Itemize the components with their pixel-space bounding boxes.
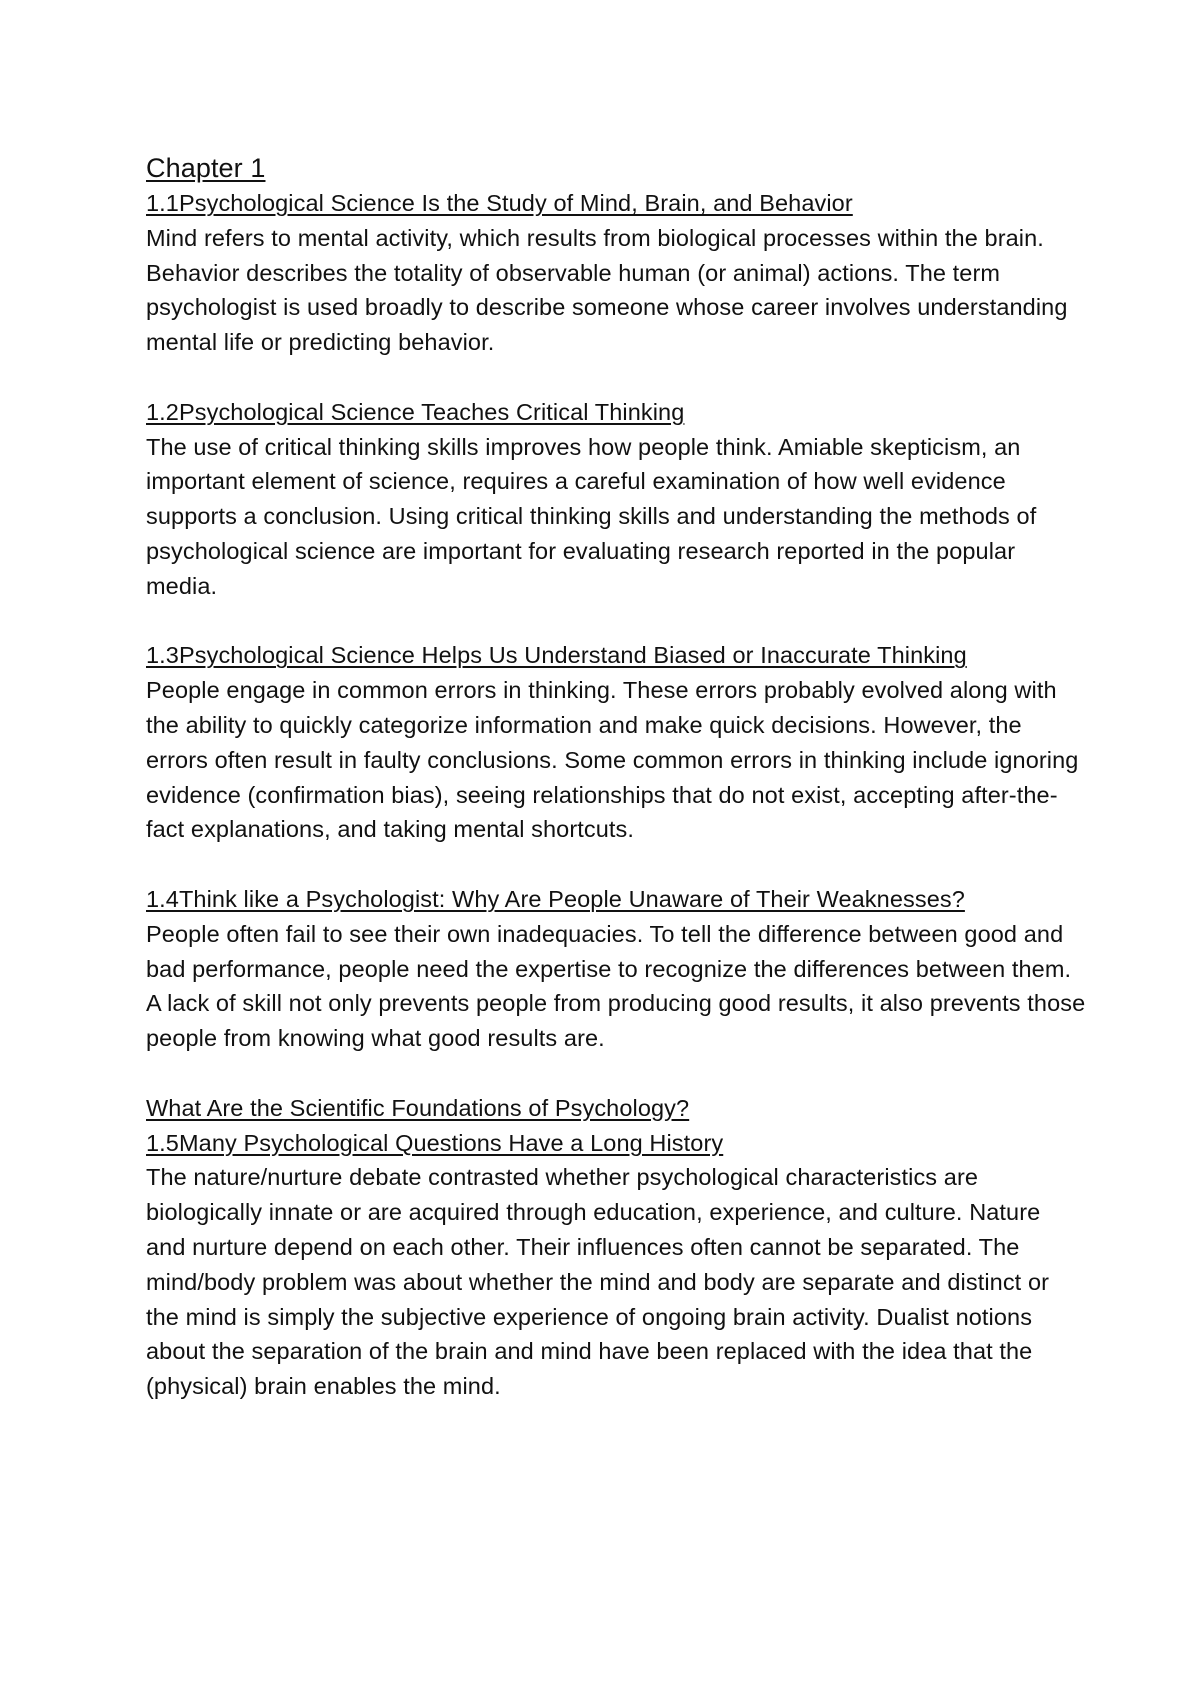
section-body: People engage in common errors in thinking. These errors probably evolved along with the ability to quickly categorize information and make quick decisions. However, the errors often result in faulty conclusions. Some common errors in thinking include ignoring evidence (confirmation bias), seeing relationships that do not exist, accepting after-the-fact explanations, and taking mental shortcuts. [146, 677, 1079, 843]
section-heading: 1.4Think like a Psychologist: Why Are People Unaware of Their Weaknesses? [146, 885, 965, 912]
chapter-title: Chapter 1 [146, 153, 266, 183]
section-body: People often fail to see their own inadequacies. To tell the difference between good and bad performance, people need the expertise to recognize the differences between them. A lack of skill not only prevents people from producing good results, it also prevents those people from knowing what good results are. [146, 920, 1086, 1052]
section-heading: 1.1Psychological Science Is the Study of Mind, Brain, and Behavior [146, 190, 853, 216]
section-heading: 1.2Psychological Science Teaches Critical Thinking [146, 398, 685, 425]
section-1-2 [146, 395, 1086, 604]
section-heading: 1.5Many Psychological Questions Have a Long History [146, 1129, 724, 1156]
section-body: Mind refers to mental activity, which results from biological processes within the brain. Behavior describes the totality of observable human (or animal) actions. The term psychologist is used broadly to describe someone whose career involves understanding mental life or predicting behavior. [146, 224, 1068, 356]
part-heading: What Are the Scientific Foundations of Psychology? [146, 1094, 690, 1121]
section-1-5 [146, 1091, 1086, 1404]
section-heading: 1.3Psychological Science Helps Us Understand Biased or Inaccurate Thinking [146, 642, 967, 669]
document-content [146, 150, 1086, 1439]
section-1-4 [146, 882, 1086, 1056]
section-1-3 [146, 638, 1086, 847]
section-1-1 [146, 186, 1086, 360]
section-body: The use of critical thinking skills improves how people think. Amiable skepticism, an important element of science, requires a careful examination of how well evidence supports a conclusion. Using critical thinking skills and understanding the methods of psychological science are important for evaluating research reported in the popular media. [146, 433, 1037, 599]
section-body: The nature/nurture debate contrasted whether psychological characteristics are biologically innate or are acquired through education, experience, and culture. Nature and nurture depend on each other. Their influences often cannot be separated. The mind/body problem was about whether the mind and body are separate and distinct or the mind is simply the subjective experience of ongoing brain activity. Dualist notions about the separation of the brain and mind have been replaced with the idea that the (physical) brain enables the mind. [146, 1164, 1050, 1400]
